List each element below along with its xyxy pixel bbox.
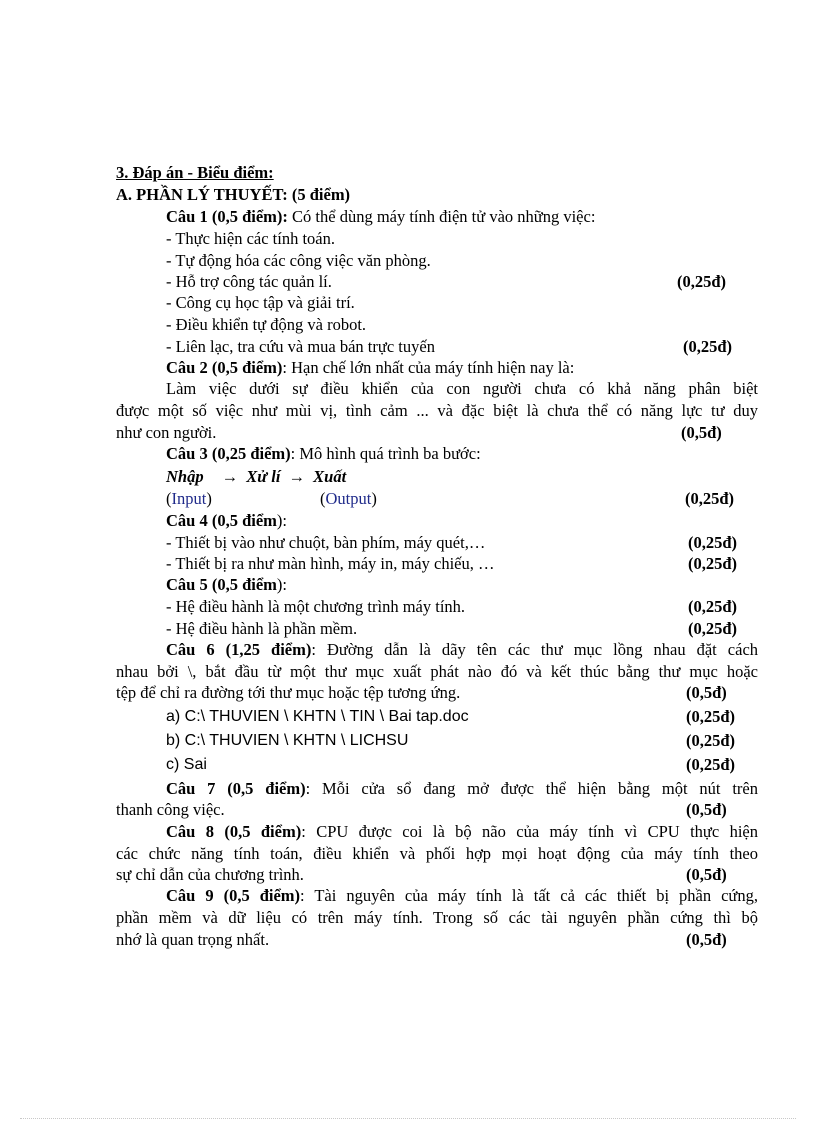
q5-item-1: - Hệ điều hành là một chương trình máy tính. xyxy=(166,597,466,616)
q5-label: Câu 5 xyxy=(166,575,208,594)
q9-text: : Tài nguyên của máy tính là tất cả các thiết bị phần cứng, xyxy=(300,886,758,905)
footer-divider xyxy=(20,1118,796,1119)
q5-score-1: (0,25đ) xyxy=(688,597,738,616)
q4-score-1: (0,25đ) xyxy=(688,533,738,552)
q1-score-a: (0,25đ) xyxy=(677,272,727,291)
q3-input-open: ( xyxy=(166,489,172,508)
q8-text: : CPU được coi là bộ não của máy tính vì CPU thực hiện xyxy=(301,822,758,841)
q4-item-1: - Thiết bị vào như chuột, bàn phím, máy quét,… xyxy=(166,533,486,552)
q2-text: : Hạn chế lớn nhất của máy tính hiện nay là: xyxy=(282,358,575,377)
q1-score-b: (0,25đ) xyxy=(683,337,733,356)
q1-item-1: - Thực hiện các tính toán. xyxy=(166,229,335,248)
q4-label-pts: (0,5 điểm xyxy=(211,511,277,530)
q6-score-a: (0,25đ) xyxy=(686,707,736,726)
q3-line xyxy=(166,443,758,464)
q5-line xyxy=(166,574,758,595)
q2-body-3: như con người. xyxy=(116,423,217,442)
q3-labels xyxy=(166,488,758,509)
arrow-right-icon: → xyxy=(221,467,239,486)
q9-body-2: phần mềm và dữ liệu có trên máy tính. Trong số các tài nguyên phần cứng thì bộ xyxy=(116,908,758,927)
q3-text: : Mô hình quá trình ba bước: xyxy=(290,444,481,463)
q3-label-pts: (0,25 điểm xyxy=(211,444,286,463)
q6-body-2: nhau bởi \, bắt đầu từ một thư mục xuất phát nào đó và kết thúc bằng thư mục hoặc xyxy=(116,662,758,681)
q1-item-6: - Liên lạc, tra cứu và mua bán trực tuyến xyxy=(166,337,435,356)
q6-label: Câu 6 xyxy=(166,640,215,659)
q9-body-3: nhớ là quan trọng nhất. xyxy=(116,930,270,949)
q9-label-end: ) xyxy=(294,886,301,905)
q8-label-end: ) xyxy=(295,822,302,841)
q2-body-2: được một số việc như mùi vị, tình cảm ... và đặc biệt là chưa thể có năng lực tư duy xyxy=(116,401,758,420)
q8-score: (0,5đ) xyxy=(686,865,727,884)
q3-step-input: Nhập xyxy=(166,467,204,486)
arrow-right-icon: → xyxy=(288,467,306,486)
q6-body-3: tệp để chỉ ra đường tới thư mục hoặc tệp tương ứng. xyxy=(116,683,461,702)
q9-label-pts: (0,5 điểm xyxy=(223,886,295,905)
q6-score-c: (0,25đ) xyxy=(686,755,736,774)
q5-label-end: ): xyxy=(276,575,288,594)
q9-line xyxy=(166,885,758,906)
q5-item-2: - Hệ điều hành là phần mềm. xyxy=(166,619,358,638)
q4-line xyxy=(166,510,758,531)
q2-label-pts: (0,5 điểm xyxy=(211,358,277,377)
q1-line xyxy=(166,206,758,227)
q8-line xyxy=(166,821,758,842)
q3-output-label xyxy=(320,488,377,509)
q6-label-pts: (1,25 điểm xyxy=(225,640,306,659)
q4-label-end: ): xyxy=(276,511,288,530)
q6-score: (0,5đ) xyxy=(686,683,727,702)
q7-label: Câu 7 xyxy=(166,779,216,798)
q8-body-3: sự chỉ dẫn của chương trình. xyxy=(116,865,304,884)
q6-text: : Đường dẫn là dãy tên các thư mục lồng nhau đặt cách xyxy=(311,640,759,659)
q3-input-close: ) xyxy=(206,489,212,508)
q4-label: Câu 4 xyxy=(166,511,208,530)
q8-body-2: các chức năng tính toán, điều khiển và phối hợp mọi hoạt động của máy tính theo xyxy=(116,844,758,863)
q2-body-1: Làm việc dưới sự điều khiển của con người chưa có khả năng phân biệt xyxy=(166,379,758,398)
q6-score-b: (0,25đ) xyxy=(686,731,736,750)
q2-score: (0,5đ) xyxy=(681,423,722,442)
q8-label-pts: (0,5 điểm xyxy=(224,822,296,841)
q7-line xyxy=(166,778,758,799)
q6-label-end: ) xyxy=(305,640,312,659)
q6-answer-c: c) Sai xyxy=(166,756,207,773)
q7-label-end: ) xyxy=(300,779,306,798)
q3-step-process: Xử lí xyxy=(246,467,281,486)
section-title: A. PHẦN LÝ THUYẾT: (5 điểm) xyxy=(116,185,351,204)
q5-label-pts: (0,5 điểm xyxy=(211,575,277,594)
answer-heading: 3. Đáp án - Biểu điểm: xyxy=(116,163,274,182)
q1-item-5: - Điều khiển tự động và robot. xyxy=(166,315,367,334)
q9-score: (0,5đ) xyxy=(686,930,727,949)
q6-answer-a: a) C:\ THUVIEN \ KHTN \ TIN \ Bai tap.doc xyxy=(166,708,469,725)
q6-answer-b: b) C:\ THUVIEN \ KHTN \ LICHSU xyxy=(166,732,409,749)
q2-line xyxy=(166,357,758,378)
q3-score: (0,25đ) xyxy=(685,489,735,508)
q7-label-pts: (0,5 điểm xyxy=(227,779,301,798)
q3-label-end: ) xyxy=(285,444,291,463)
q8-label: Câu 8 xyxy=(166,822,214,841)
q7-score: (0,5đ) xyxy=(686,800,727,819)
q3-output-word: Output xyxy=(325,489,372,508)
q3-flow xyxy=(166,466,758,487)
q2-label: Câu 2 xyxy=(166,358,208,377)
q9-label: Câu 9 xyxy=(166,886,214,905)
q6-line xyxy=(166,639,758,660)
q1-text: Có thể dùng máy tính điện tử vào những việc: xyxy=(287,207,596,226)
q4-item-2: - Thiết bị ra như màn hình, máy in, máy chiếu, … xyxy=(166,554,495,573)
q5-score-2: (0,25đ) xyxy=(688,619,738,638)
q1-item-4: - Công cụ học tập và giải trí. xyxy=(166,293,355,312)
q3-output-open: ( xyxy=(320,489,326,508)
q3-output-close: ) xyxy=(371,489,377,508)
q7-text: : Mỗi cửa sổ đang mở được thể hiện bằng một nút trên xyxy=(305,779,759,798)
q3-label: Câu 3 xyxy=(166,444,208,463)
q4-score-2: (0,25đ) xyxy=(688,554,738,573)
q2-label-end: ) xyxy=(276,358,283,377)
q1-label: Câu 1 (0,5 điểm): xyxy=(166,207,288,226)
q3-input-word: Input xyxy=(171,489,207,508)
q3-step-output: Xuất xyxy=(313,467,347,486)
q7-body-2: thanh công việc. xyxy=(116,800,225,819)
q1-item-3: - Hỗ trợ công tác quản lí. xyxy=(166,272,332,291)
q1-item-2: - Tự động hóa các công việc văn phòng. xyxy=(166,251,431,270)
